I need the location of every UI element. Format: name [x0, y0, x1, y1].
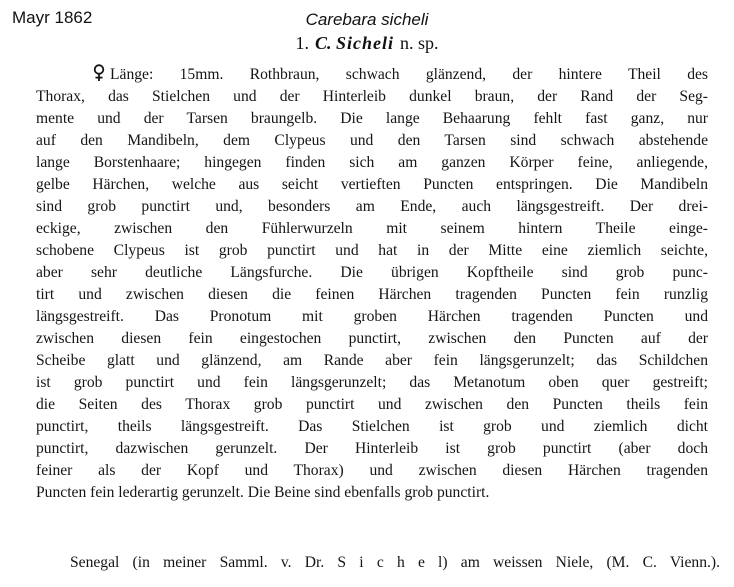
- genus-abbrev: C.: [314, 33, 332, 53]
- species-status: n. sp.: [400, 33, 439, 53]
- description-line: ist grob punctirt und fein längsgerunzelt; das Metanotum oben quer gestreift;: [36, 374, 708, 391]
- description-line: lange Borstenhaare; hingegen finden sich am ganzen Körper feine, anliegende,: [36, 154, 708, 171]
- description-line: aber sehr deutliche Längsfurche. Die übrigen Kopftheile sind grob punc-: [36, 264, 708, 281]
- description-line: punctirt, dazwischen gerunzelt. Der Hinterleib ist grob punctirt (aber doch: [36, 440, 708, 457]
- species-epithet: Sicheli: [335, 33, 394, 53]
- description-line: auf den Mandibeln, dem Clypeus und den Tarsen sind schwach abstehende: [36, 132, 708, 149]
- locality-line: Senegal (in meiner Samml. v. Dr. S i c h e l) am weissen Niele, (M. C. Vienn.).: [70, 554, 720, 571]
- description-line: feiner als der Kopf und Thorax) und zwischen diesen Härchen tragenden: [36, 462, 708, 479]
- description-line: tirt und zwischen diesen die feinen Härchen tragenden Puncten fein runzlig: [36, 286, 708, 303]
- description-line: Thorax, das Stielchen und der Hinterleib dunkel braun, der Rand der Seg-: [36, 88, 708, 105]
- description-paragraph: [36, 64, 708, 504]
- description-line: längsgestreift. Das Pronotum mit groben Härchen tragenden Puncten und: [36, 308, 708, 325]
- description-line: schobene Clypeus ist grob punctirt und hat in der Mitte eine ziemlich seichte,: [36, 242, 708, 259]
- description-line: eckige, zwischen den Fühlerwurzeln mit seinem hintern Theile einge-: [36, 220, 708, 237]
- description-line: zwischen diesen fein eingestochen punctirt, zwischen den Puncten auf der: [36, 330, 708, 347]
- description-line: gelbe Härchen, welche aus seicht vertieften Puncten entspringen. Die Mandibeln: [36, 176, 708, 193]
- female-symbol-icon: [92, 64, 106, 82]
- description-line: die Seiten des Thorax grob punctirt und zwischen den Puncten theils fein: [36, 396, 708, 413]
- author-year-label: Mayr 1862: [12, 8, 93, 27]
- description-line: punctirt, theils längsgestreift. Das Stielchen ist grob und ziemlich dicht: [36, 418, 708, 435]
- species-number: 1.: [295, 33, 309, 53]
- description-line: Puncten fein lederartig gerunzelt. Die Beine sind ebenfalls grob punctirt.: [36, 484, 490, 501]
- description-line: Länge: 15mm. Rothbraun, schwach glänzend, der hintere Theil des: [36, 64, 708, 86]
- description-line: Scheibe glatt und glänzend, am Rande aber fein längsgerunzelt; das Schildchen: [36, 352, 708, 369]
- species-heading: [0, 33, 734, 54]
- description-line: sind grob punctirt und, besonders am Ende, auch längsgestreift. Der drei-: [36, 198, 708, 215]
- description-line: mente und der Tarsen braungelb. Die lange Behaarung fehlt fast ganz, nur: [36, 110, 708, 127]
- taxon-title: Carebara sicheli: [305, 10, 429, 29]
